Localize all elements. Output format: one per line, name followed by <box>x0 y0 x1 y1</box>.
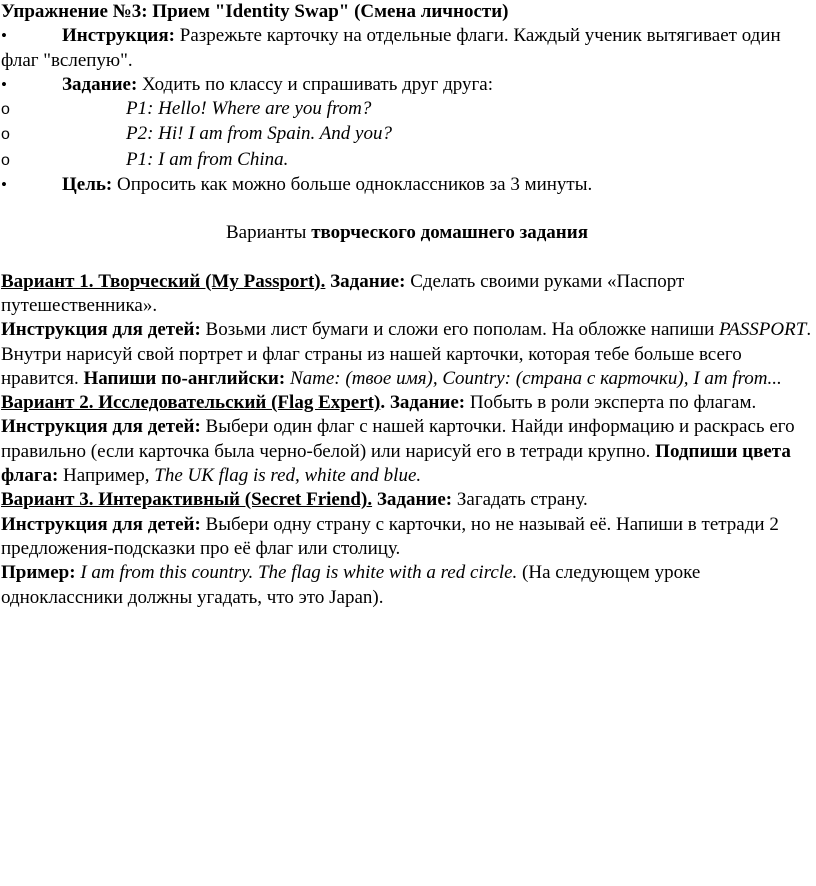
circle-bullet-icon <box>1 148 126 173</box>
variant3-example-italic: I am from this country. The flag is white with a red circle. <box>75 562 518 584</box>
spacer <box>1 246 813 270</box>
dialogue-line <box>1 148 813 173</box>
variant1-title: Вариант 1. Творческий (My Passport). <box>1 270 326 292</box>
variant2-colors-label: Подпиши цвета флага: <box>1 440 791 487</box>
variant2-instructions <box>1 415 813 488</box>
instruction-label: Инструкция: <box>62 25 175 47</box>
homework-heading-plain: Варианты <box>226 222 312 244</box>
variant2-instr-label: Инструкция для детей: <box>1 416 201 438</box>
dialogue-text: P2: Hi! I am from Spain. And you? <box>126 123 392 145</box>
dialogue-line <box>1 97 813 122</box>
task-label: Задание: <box>62 73 138 95</box>
variant1-instr-text: Возьми лист бумаги и сложи его пополам. На обложке напиши <box>200 319 720 341</box>
variant2-title: Вариант 2. Исследовательский (Flag Expert) <box>1 392 381 414</box>
variant1-task-label: Задание: <box>325 270 406 292</box>
circle-bullet-icon <box>1 97 126 122</box>
dialogue-text: P1: Hello! Where are you from? <box>126 98 372 120</box>
bullet-icon <box>1 73 62 97</box>
goal-bullet <box>1 173 813 197</box>
variant1-write-label: Напиши по-английски: <box>83 367 286 389</box>
variant2-title-line <box>1 391 813 415</box>
variant3-task-label: Задание: <box>372 489 453 511</box>
variant3-example <box>1 561 813 610</box>
variant2-colors-example: The UK flag is red, white and blue. <box>154 465 422 487</box>
goal-label: Цель: <box>62 174 113 196</box>
document-body <box>1 0 813 610</box>
instruction-text: Разрежьте карточку на отдельные флаги. Каждый ученик вытягивает один флаг "вслепую". <box>1 25 781 71</box>
spacer <box>1 197 813 221</box>
circle-bullet-icon <box>1 122 126 147</box>
variant3-title: Вариант 3. Интерактивный (Secret Friend). <box>1 489 373 511</box>
variant3-instructions <box>1 513 813 562</box>
variant1-instructions <box>1 318 813 391</box>
task-bullet <box>1 73 813 97</box>
homework-heading <box>1 221 813 245</box>
variant1-write-template: Name: (твое имя), Country: (страна с карточки), I am from... <box>285 367 782 389</box>
variant2-task-label: . Задание: <box>380 392 466 414</box>
bullet-icon <box>1 24 62 48</box>
homework-heading-bold: творческого домашнего задания <box>311 222 588 244</box>
variant2-colors-text: Например, <box>58 465 155 487</box>
variant1-instr-label: Инструкция для детей: <box>1 319 201 341</box>
exercise-title: Упражнение №3: Прием "Identity Swap" (Смена личности) <box>1 1 509 22</box>
variant2-instr-text: Выбери один флаг с нашей карточки. Найди информацию и раскрась его правильно (если карточка была черно-белой) или нарисуй его в тетради крупно. <box>1 416 795 462</box>
variant3-example-text: (На следующем уроке одноклассники должны угадать, что это Japan). <box>1 562 701 608</box>
instruction-bullet <box>1 24 813 73</box>
variant3-title-line <box>1 488 813 512</box>
variant1-instr-text-2: . Внутри нарисуй свой портрет и флаг страны из нашей карточки, которая тебе больше всего нравится. <box>1 319 812 389</box>
dialogue-line <box>1 122 813 147</box>
variant3-instr-text: Выбери одну страну с карточки, но не называй её. Напиши в тетради 2 предложения-подсказки про её флаг или столицу. <box>1 513 779 559</box>
variant1-task-text: Сделать своими руками «Паспорт путешественника». <box>1 270 685 316</box>
variant3-example-label: Пример: <box>1 562 76 584</box>
variant1-title-line <box>1 270 813 319</box>
variant3-task-text: Загадать страну. <box>452 489 588 511</box>
dialogue-text: P1: I am from China. <box>126 148 289 170</box>
bullet-icon <box>1 173 62 197</box>
variant2-task-text: Побыть в роли эксперта по флагам. <box>465 392 757 414</box>
task-text: Ходить по классу и спрашивать друг друга: <box>137 73 494 95</box>
goal-text: Опросить как можно больше одноклассников за 3 минуты. <box>112 174 593 196</box>
variant1-passport-word: PASSPORT <box>719 319 807 341</box>
variant3-instr-label: Инструкция для детей: <box>1 513 201 535</box>
